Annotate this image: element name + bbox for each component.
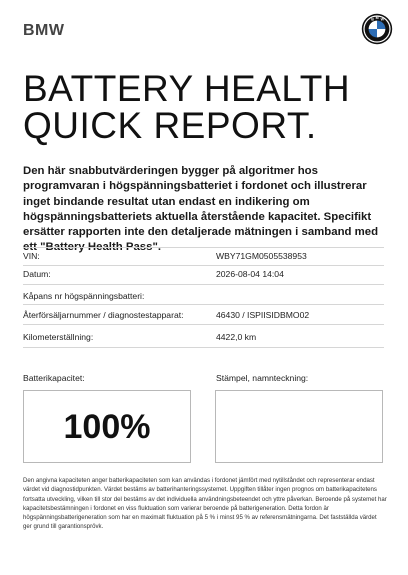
mileage-label: Kilometerställning: <box>23 332 94 342</box>
divider <box>23 247 384 248</box>
stamp-signature-box <box>215 390 383 463</box>
vin-value: WBY71GM0505538953 <box>216 251 307 261</box>
divider <box>23 284 384 285</box>
brand-name: BMW <box>23 22 65 39</box>
bmw-roundel-icon <box>361 13 393 45</box>
battery-cover-label: Kåpans nr högspänningsbatteri: <box>23 291 145 301</box>
date-value: 2026-08-04 14:04 <box>216 269 284 279</box>
divider <box>23 265 384 266</box>
report-title-line-2: QUICK REPORT. <box>23 105 317 146</box>
divider <box>23 347 384 348</box>
capacity-label: Batterikapacitet: <box>23 373 85 383</box>
intro-paragraph: Den här snabbutvärderingen bygger på algoritmer hos programvaran i högspänningsbatteriet i fordonet och illustrerar inget bindande resultat utan endast en indikering om högspänningsbatteriets aktuella återstående kapacitet. Specifikt ersätter rapporten inte den detaljerade mätningen i samband med ett "Battery Health Pass". <box>23 165 379 254</box>
svg-text:M: M <box>375 16 379 21</box>
svg-text:B: B <box>371 17 374 22</box>
date-label: Datum: <box>23 269 51 279</box>
divider <box>23 324 384 325</box>
mileage-value: 4422,0 km <box>216 332 257 342</box>
vin-label: VIN: <box>23 251 40 261</box>
divider <box>23 304 384 305</box>
report-title-line-1: BATTERY HEALTH <box>23 68 351 109</box>
capacity-box <box>23 390 191 463</box>
dealer-value: 46430 / ISPIISIDBMO02 <box>216 310 310 320</box>
dealer-label: Återförsäljarnummer / diagnostestapparat: <box>23 310 184 320</box>
stamp-label: Stämpel, namnteckning: <box>216 373 309 383</box>
report-title <box>23 70 350 144</box>
svg-text:W: W <box>380 17 385 22</box>
capacity-value: 100% <box>63 408 151 446</box>
footnote: Den angivna kapaciteten anger batterikapaciteten som kan användas i fordonet jämfört med nytillståndet och representerar endast värdet vid diagnostidpunkten. Värdet bestäms av batterihanteringssystemet. Uppgiften tillåter ingen prognos om batterikapacitetens fortsatta utveckling, vilken till stor del bestäms av det individuella användningsbeteendet och yttre påverkan. Beroende på systemet har kapacitetsbestämningen i fordonet en viss fluktuation som varierar beroende på batterigeneration. Detta fordon är högspänningsbatterigeneration som har en maximalt fluktuation på 5 % i minst 95 % av referensmätningarna. Det fastställda värdet ger grund till garantionsprövk. <box>23 477 387 531</box>
